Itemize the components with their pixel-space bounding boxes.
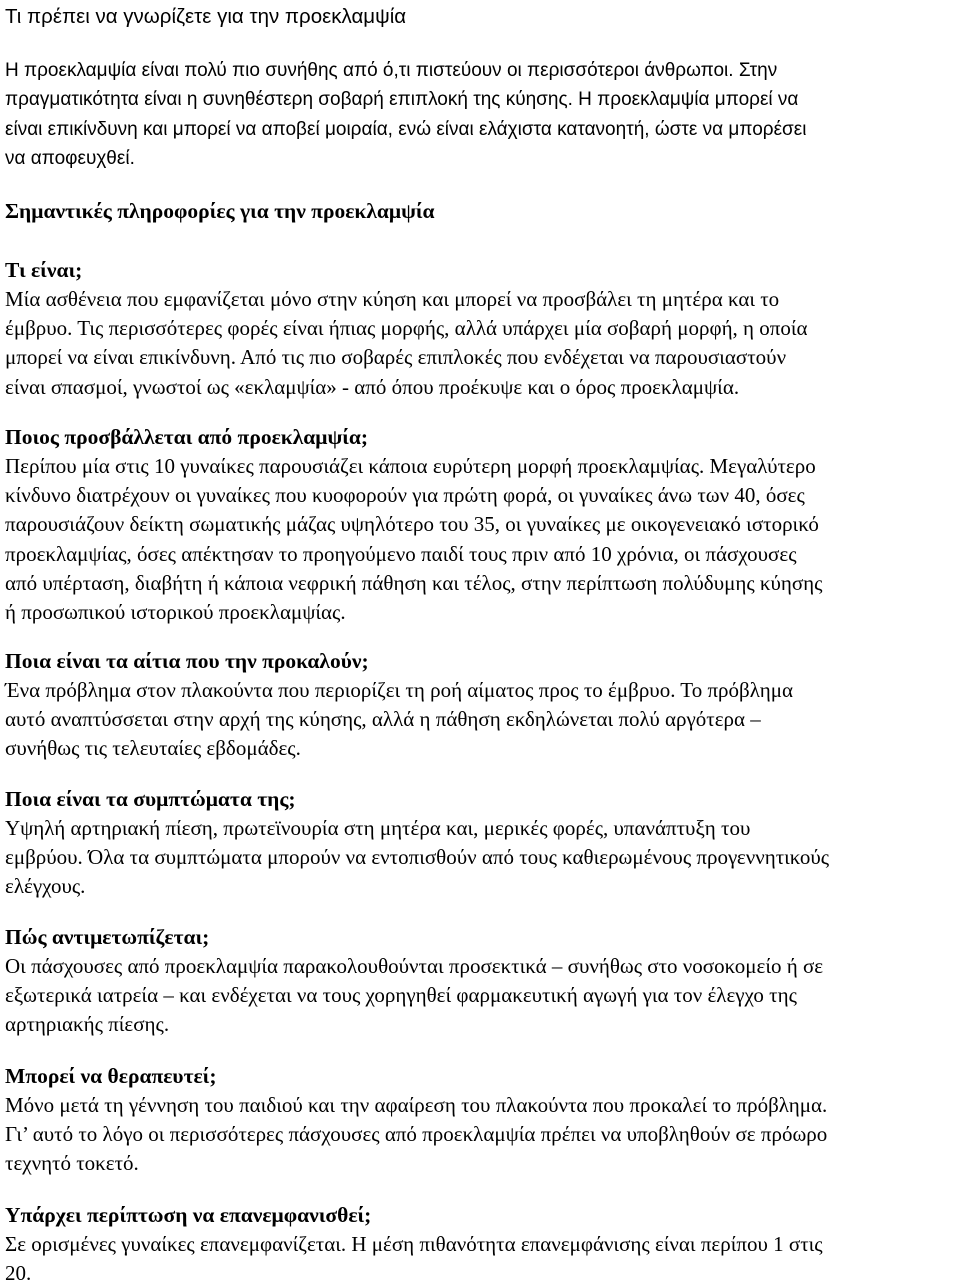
- section-line: Γι’ αυτό το λόγο οι περισσότερες πάσχουσες από προεκλαμψία πρέπει να υποβληθούν σε πρόωρο: [5, 1122, 828, 1147]
- intro-line: να αποφευχθεί.: [5, 147, 135, 169]
- page-title: Τι πρέπει να γνωρίζετε για την προεκλαμψία: [5, 5, 407, 28]
- section-line: έμβρυο. Τις περισσότερες φορές είναι ήπιας μορφής, αλλά υπάρχει μία σοβαρή μορφή, η οποία: [5, 316, 808, 341]
- section-who-is-affected: [5, 422, 958, 627]
- section-cure: [5, 1061, 958, 1179]
- section-heading: Ποια είναι τα αίτια που την προκαλούν;: [5, 649, 369, 673]
- section-heading: Τι είναι;: [5, 258, 83, 282]
- intro-line: Η προεκλαμψία είναι πολύ πιο συνήθης από ό,τι πιστεύουν οι περισσότεροι άνθρωποι. Στην: [5, 60, 778, 81]
- section-line: Μία ασθένεια που εμφανίζεται μόνο στην κύηση και μπορεί να προσβάλει τη μητέρα και το: [5, 287, 780, 311]
- section-symptoms: [5, 784, 958, 902]
- section-what-is-it: [5, 255, 958, 402]
- section-line: εξωτερικά ιατρεία – και ενδέχεται να τους χορηγηθεί φαρμακευτική αγωγή για τον έλεγχο της: [5, 983, 797, 1008]
- section-line: παρουσιάζουν δείκτη σωματικής μάζας υψηλότερο του 35, οι γυναίκες με οικογενειακό ιστορικό: [5, 512, 819, 537]
- section-line: εμβρύου. Όλα τα συμπτώματα μπορούν να εντοπισθούν από τους καθιερωμένους προγεννητικούς: [5, 845, 830, 870]
- section-heading: Ποια είναι τα συμπτώματα της;: [5, 787, 296, 811]
- section-heading: Μπορεί να θεραπευτεί;: [5, 1064, 217, 1088]
- section-line: είναι σπασμοί, γνωστοί ως «εκλαμψία» - από όπου προέκυψε και ο όρος προεκλαμψία.: [5, 374, 740, 399]
- section-treatment: [5, 922, 958, 1040]
- section-line: αυτό αναπτύσσεται στην αρχή της κύησης, αλλά η πάθηση εκδηλώνεται πολύ αργότερα –: [5, 707, 761, 732]
- section-causes: [5, 646, 958, 764]
- section-line: 20.: [5, 1261, 32, 1286]
- section-line: Υψηλή αρτηριακή πίεση, πρωτεϊνουρία στη μητέρα και, μερικές φορές, υπανάπτυξη του: [5, 816, 751, 840]
- section-heading: Ποιος προσβάλλεται από προεκλαμψία;: [5, 425, 369, 449]
- section-line: τεχνητό τοκετό.: [5, 1151, 139, 1176]
- section-line: Οι πάσχουσες από προεκλαμψία παρακολουθούνται προσεκτικά – συνήθως στο νοσοκομείο ή σε: [5, 954, 824, 978]
- section-line: Σε ορισμένες γυναίκες επανεμφανίζεται. Η μέση πιθανότητα επανεμφάνισης είναι περίπου 1 στις: [5, 1232, 823, 1256]
- intro-line: πραγματικότητα είναι η συνηθέστερη σοβαρή επιπλοκή της κύησης. Η προεκλαμψία μπορεί να: [5, 89, 799, 111]
- section-heading: Υπάρχει περίπτωση να επανεμφανισθεί;: [5, 1203, 372, 1227]
- section-line: αρτηριακής πίεσης.: [5, 1012, 170, 1037]
- section-line: ελέγχους.: [5, 874, 86, 899]
- intro-paragraph: [5, 56, 958, 173]
- section-line: μπορεί να είναι επικίνδυνη. Από τις πιο σοβαρές επιπλοκές που ενδέχεται να παρουσιαστούν: [5, 345, 787, 370]
- section-recurrence: [5, 1200, 958, 1288]
- section-line: ή προσωπικού ιστορικού προεκλαμψίας.: [5, 600, 346, 625]
- section-line: Μόνο μετά τη γέννηση του παιδιού και την αφαίρεση του πλακούντα που προκαλεί το πρόβλημα.: [5, 1093, 828, 1117]
- section-line: κίνδυνο διατρέχουν οι γυναίκες που κυοφορούν για πρώτη φορά, οι γυναίκες άνω των 40, όσες: [5, 483, 805, 508]
- section-line: από υπέρταση, διαβήτη ή κάποια νεφρική πάθηση και τέλος, στην περίπτωση πολύδυμης κύησης: [5, 570, 823, 595]
- section-line: συνήθως τις τελευταίες εβδομάδες.: [5, 736, 301, 761]
- section-line: Περίπου μία στις 10 γυναίκες παρουσιάζει κάποια ευρύτερη μορφή προεκλαμψίας. Μεγαλύτερο: [5, 454, 816, 478]
- section-subtitle: Σημαντικές πληροφορίες για την προεκλαμψία: [5, 199, 435, 223]
- section-line: προεκλαμψίας, όσες απέκτησαν το προηγούμενο παιδί τους πριν από 10 χρόνια, οι πάσχουσες: [5, 541, 797, 566]
- section-line: Ένα πρόβλημα στον πλακούντα που περιορίζει τη ροή αίματος προς το έμβρυο. Το πρόβλημα: [5, 678, 793, 702]
- intro-line: είναι επικίνδυνη και μπορεί να αποβεί μοιραία, ενώ είναι ελάχιστα κατανοητή, ώστε να μπορέσει: [5, 118, 807, 140]
- section-heading: Πώς αντιμετωπίζεται;: [5, 925, 210, 949]
